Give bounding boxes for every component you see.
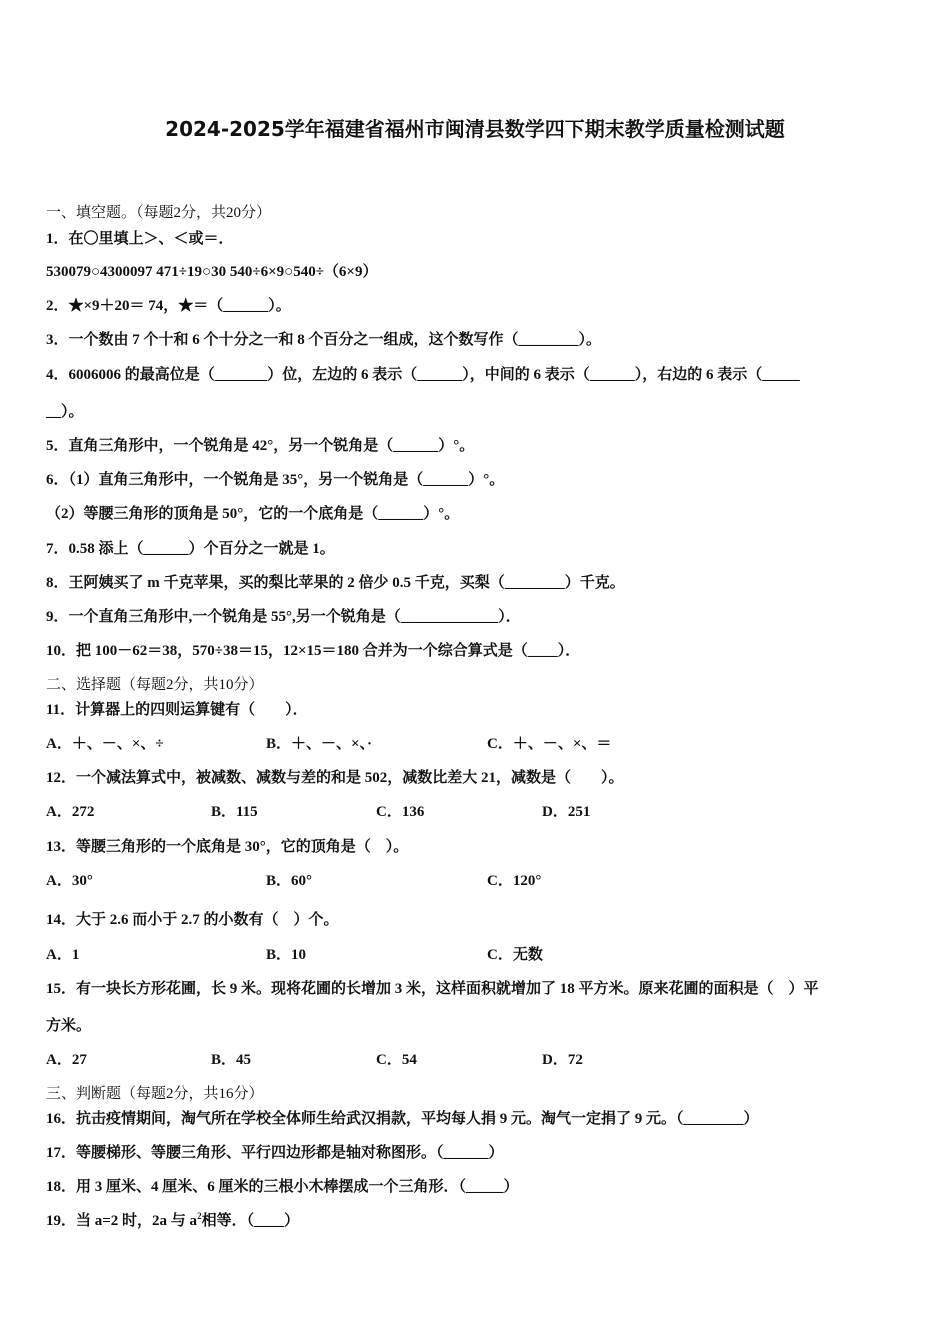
q11-option-a: A．＋、－、×、÷: [46, 736, 164, 752]
question-19-exponent: 2: [197, 1211, 202, 1221]
question-3: 3．一个数由 7 个十和 6 个十分之一和 8 个百分之一组成，这个数写作（________）。: [46, 332, 602, 348]
question-9: 9．一个直角三角形中,一个锐角是 55°,另一个锐角是（_____________）．: [46, 609, 521, 625]
question-19-tail: 相等．（____）: [201, 1213, 300, 1229]
q12-option-a: A．272: [46, 804, 95, 820]
page-title: 2024-2025学年福建省福州市闽清县数学四下期末教学质量检测试题: [165, 117, 785, 141]
question-4-continued: __）。: [46, 404, 84, 420]
question-12: 12．一个减法算式中，被减数、减数与差的和是 502，减数比差大 21，减数是（ ）。: [46, 770, 624, 786]
question-6: 6．（1）直角三角形中，一个锐角是 35°，另一个锐角是（______）°。: [46, 472, 505, 488]
question-17: 17．等腰梯形、等腰三角形、平行四边形都是轴对称图形。（______）: [46, 1145, 504, 1161]
question-15-continued: 方米。: [46, 1018, 92, 1034]
q15-option-b: B．45: [211, 1052, 252, 1068]
question-13: 13．等腰三角形的一个底角是 30°，它的顶角是（ ）。: [46, 839, 409, 855]
question-1: 1．在〇里填上＞、＜或＝．: [46, 231, 234, 247]
question-8: 8．王阿姨买了 m 千克苹果，买的梨比苹果的 2 倍少 0.5 千克，买梨（________）千克。: [46, 575, 625, 591]
question-5: 5．直角三角形中，一个锐角是 42°，另一个锐角是（______）°。: [46, 438, 475, 454]
section-heading-choice: 二、选择题（每题2分，共10分）: [46, 677, 264, 693]
question-4: 4．6006006 的最高位是（_______）位，左边的 6 表示（______），中间的 6 表示（______），右边的 6 表示（_____: [46, 367, 800, 383]
section-heading-fill-in: 一、填空题。（每题2分，共20分）: [46, 205, 272, 221]
question-7: 7．0.58 添上（______）个百分之一就是 1。: [46, 541, 335, 557]
q12-option-b: B．115: [211, 804, 258, 820]
q12-option-c: C．136: [376, 804, 425, 820]
q15-option-d: D．72: [542, 1052, 583, 1068]
q15-option-c: C．54: [376, 1052, 417, 1068]
q14-option-b: B．10: [266, 947, 307, 963]
q12-option-d: D．251: [542, 804, 591, 820]
question-10: 10．把 100－62＝38，570÷38＝15，12×15＝180 合并为一个综合算式是（____）．: [46, 643, 581, 659]
q15-option-a: A．27: [46, 1052, 87, 1068]
q13-option-a: A．30°: [46, 873, 93, 889]
question-19: [46, 1209, 299, 1230]
question-2: 2．★×9＋20＝ 74，★＝（______）。: [46, 298, 291, 314]
q14-option-a: A．1: [46, 947, 80, 963]
question-14: 14．大于 2.6 而小于 2.7 的小数有（ ）个。: [46, 912, 339, 928]
question-11: 11．计算器上的四则运算键有（ ）．: [46, 702, 308, 718]
section-heading-judgment: 三、判断题（每题2分，共16分）: [46, 1086, 264, 1102]
question-6-part-2: （2）等腰三角形的顶角是 50°，它的一个底角是（______）°。: [46, 506, 460, 522]
question-19-text: 19．当 a=2 时，2a 与 a: [46, 1213, 198, 1229]
q13-option-c: C．120°: [487, 873, 542, 889]
q11-option-c: C．＋、－、×、＝: [487, 736, 612, 752]
q13-option-b: B．60°: [266, 873, 313, 889]
q11-option-b: B．＋、－、×、·: [266, 736, 373, 752]
question-1-items: 530079○4300097 471÷19○30 540÷6×9○540÷（6×9）: [46, 264, 378, 280]
q14-option-c: C．无数: [487, 947, 543, 963]
question-15: 15．有一块长方形花圃，长 9 米。现将花圃的长增加 3 米，这样面积就增加了 18 平方米。原来花圃的面积是（ ）平: [46, 981, 819, 997]
question-18: 18．用 3 厘米、4 厘米、6 厘米的三根小木棒摆成一个三角形．（_____）: [46, 1179, 519, 1195]
question-16: 16．抗击疫情期间，淘气所在学校全体师生给武汉捐款，平均每人捐 9 元。淘气一定捐了 9 元。（________）: [46, 1111, 759, 1127]
